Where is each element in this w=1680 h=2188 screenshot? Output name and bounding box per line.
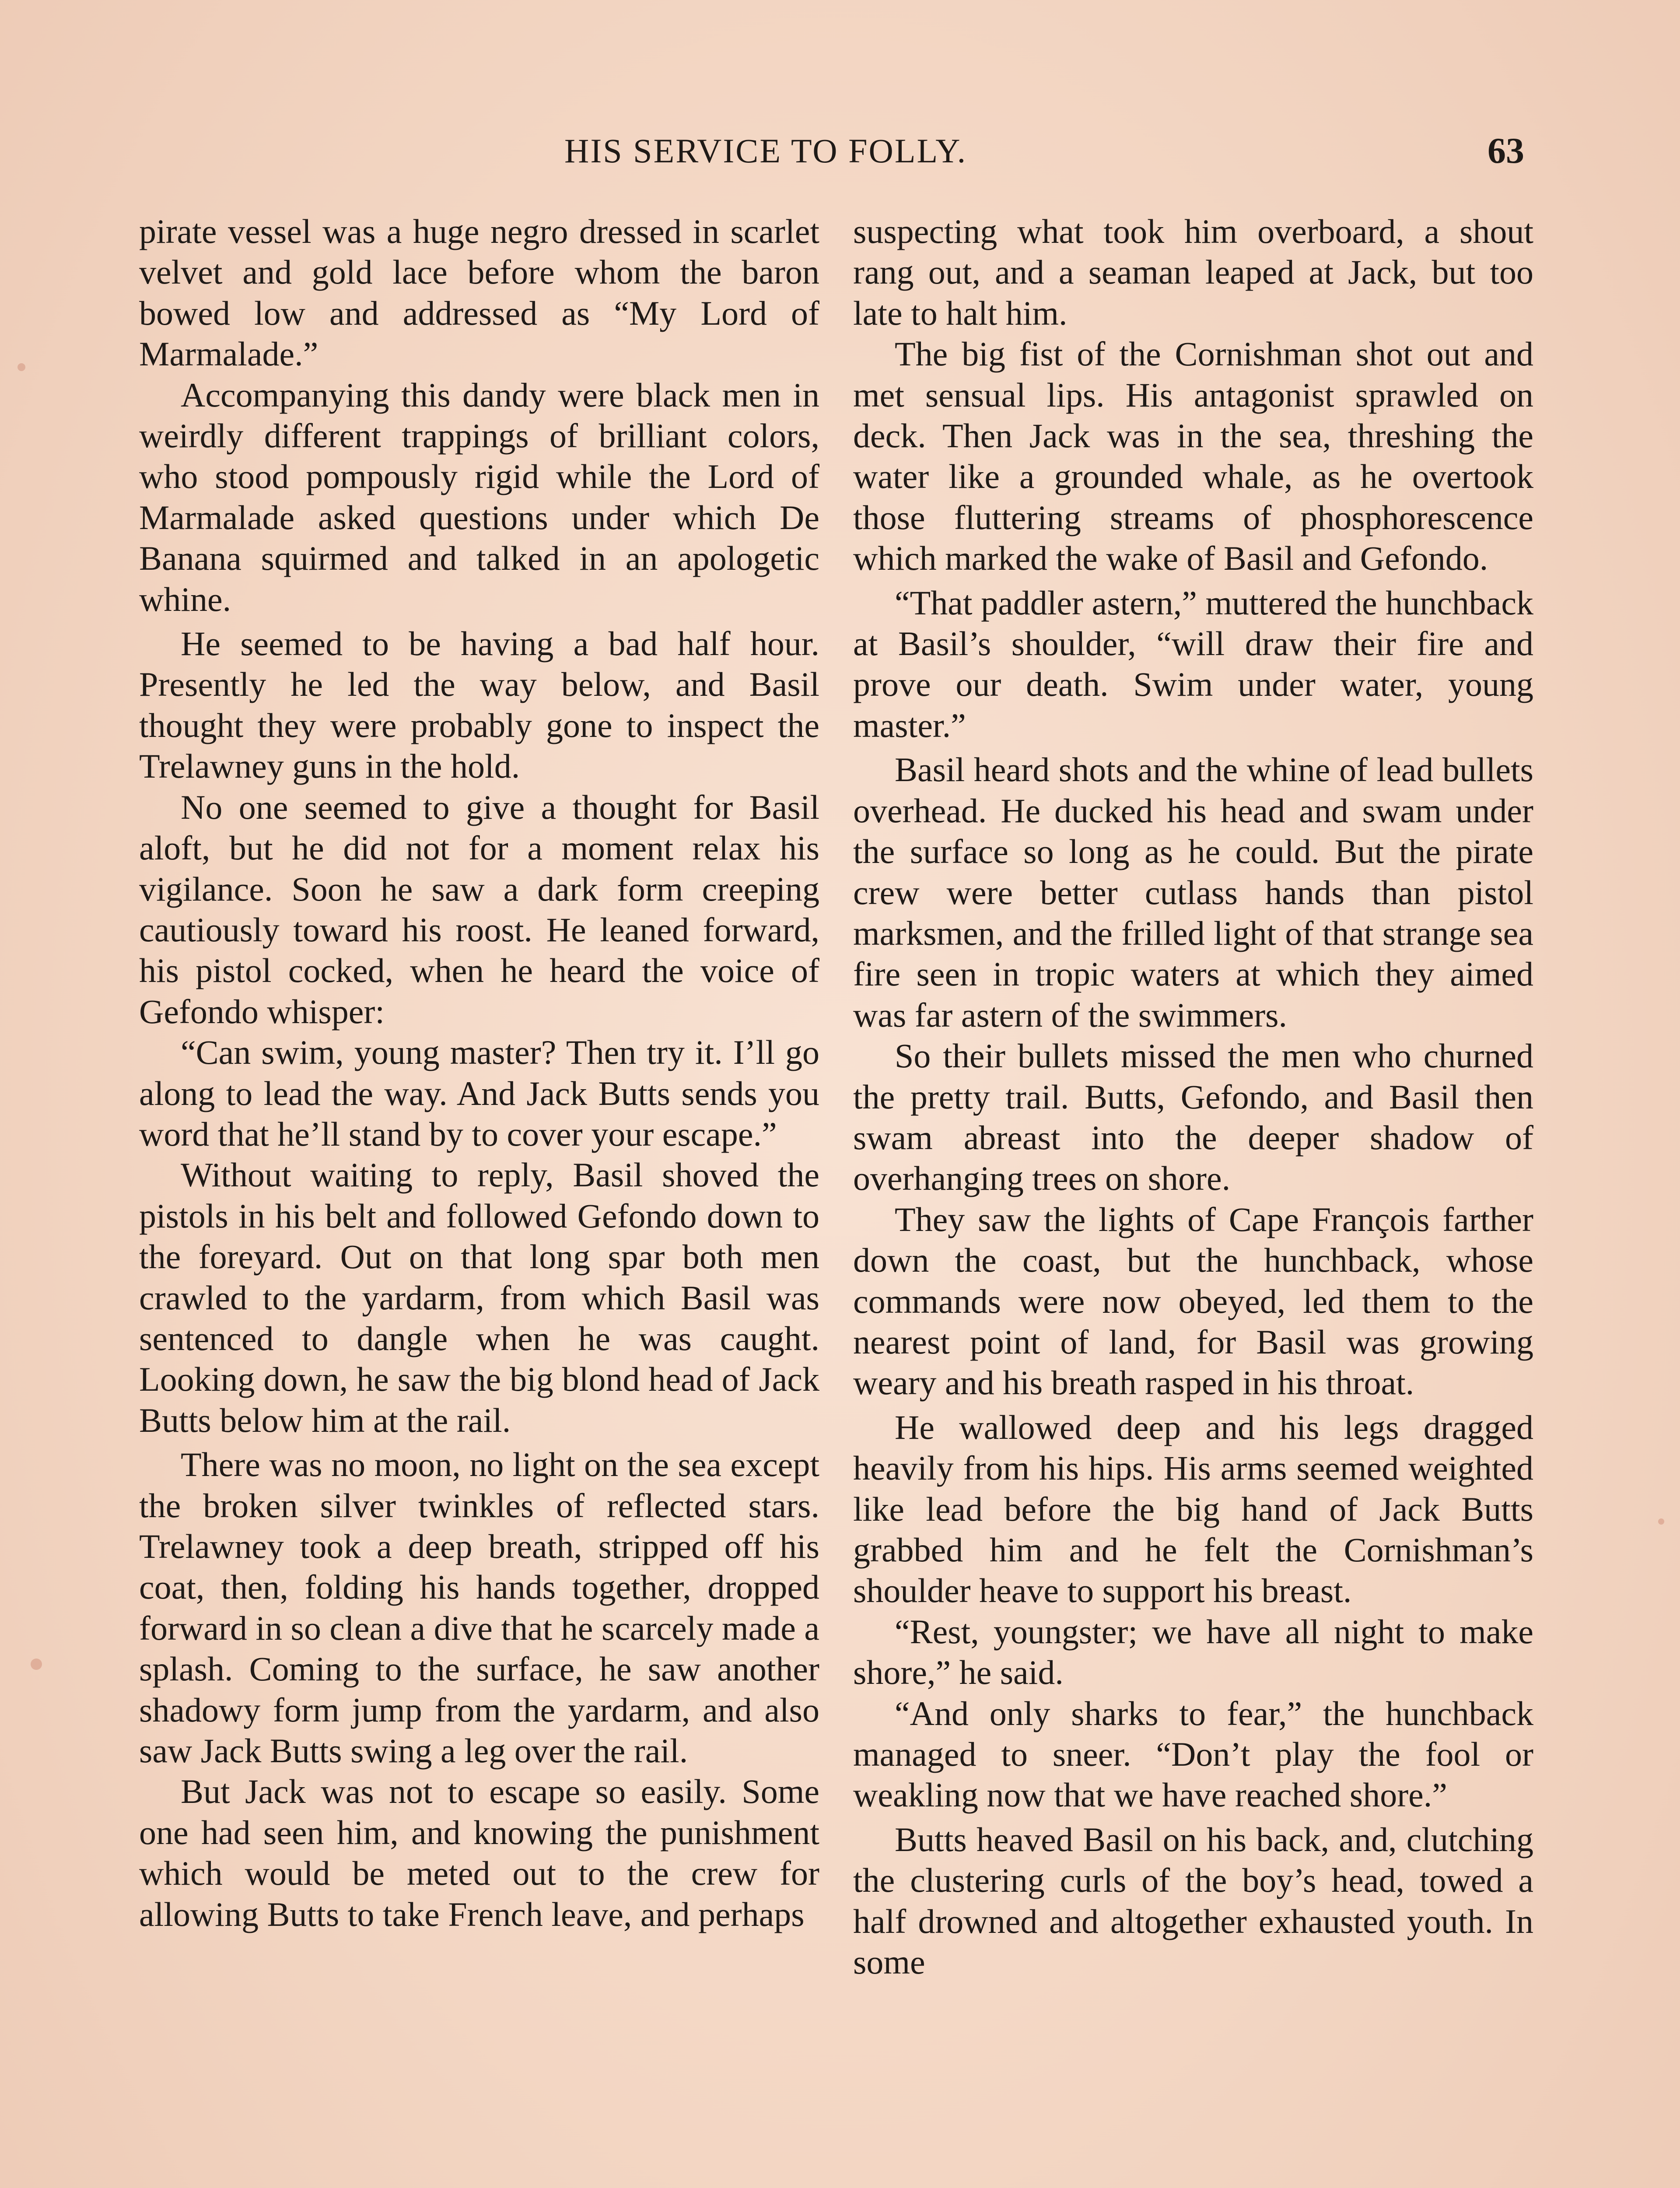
- paper-speck: [18, 363, 25, 371]
- paragraph: He seemed to be having a bad half hour. Presently he led the way below, and Basil thought they were probably gone to inspect the Trelawney guns in the hold.: [139, 624, 819, 785]
- paragraph: “That paddler astern,” muttered the hunchback at Basil’s shoulder, “will draw their fire and prove our death. Swim under water, young master.”: [853, 583, 1533, 744]
- paragraph: Butts heaved Basil on his back, and, clutching the clustering curls of the boy’s head, towed a half drowned and altogether exhausted youth. In some: [853, 1820, 1533, 1981]
- paragraph: suspecting what took him overboard, a shout rang out, and a seaman leaped at Jack, but too late to halt him.: [853, 212, 1533, 332]
- paragraph: They saw the lights of Cape François farther down the coast, but the hunchback, whose commands were now obeyed, led them to the nearest point of land, for Basil was growing weary and his breath rasped in his throat.: [853, 1200, 1533, 1402]
- paragraph: Basil heard shots and the whine of lead bullets overhead. He ducked his head and swam under the surface so long as he could. But the pirate crew were better cutlass hands than pistol marksmen, and the frilled light of that strange sea fire seen in tropic waters at which they aimed was far astern of the swimmers.: [853, 750, 1533, 1034]
- paragraph: No one seemed to give a thought for Basil aloft, but he did not for a moment relax his vigilance. Soon he saw a dark form creeping cautiously toward his roost. He leaned forward, his pistol cocked, when he heard the voice of Gefondo whisper:: [139, 788, 819, 1031]
- page-number: 63: [1488, 130, 1524, 171]
- paragraph: “Can swim, young master? Then try it. I’ll go along to lead the way. And Jack Butts sends you word that he’ll stand by to cover your escape.”: [139, 1033, 819, 1153]
- paragraph: “And only sharks to fear,” the hunchback managed to sneer. “Don’t play the fool or weakling now that we have reached shore.”: [853, 1694, 1533, 1814]
- paragraph: But Jack was not to escape so easily. Some one had seen him, and knowing the punishment which would be meted out to the crew for allowing Butts to take French leave, and perhaps: [139, 1772, 819, 1933]
- paragraph: “Rest, youngster; we have all night to make shore,” he said.: [853, 1612, 1533, 1692]
- running-title: HIS SERVICE TO FOLLY.: [564, 132, 967, 170]
- paper-speck: [31, 1659, 42, 1670]
- paper-speck: [1658, 1518, 1664, 1525]
- left-text-column: [139, 211, 819, 1935]
- paragraph: pirate vessel was a huge negro dressed in scarlet velvet and gold lace before whom the baron bowed low and addressed as “My Lord of Marmalade.”: [139, 212, 819, 373]
- paragraph: So their bullets missed the men who churned the pretty trail. Butts, Gefondo, and Basil then swam abreast into the deeper shadow of overhanging trees on shore.: [853, 1037, 1533, 1198]
- paragraph: Accompanying this dandy were black men in weirdly different trappings of brilliant colors, who stood pompously rigid while the Lord of Marmalade asked questions under which De Banana squirmed and talked in an apologetic whine.: [139, 375, 819, 618]
- paragraph: Without waiting to reply, Basil shoved the pistols in his belt and followed Gefondo down to the foreyard. Out on that long spar both men crawled to the yardarm, from which Basil was sentenced to dangle when he was caught. Looking down, he saw the big blond head of Jack Butts below him at the rail.: [139, 1156, 819, 1439]
- paragraph: The big fist of the Cornishman shot out and met sensual lips. His antagonist sprawled on deck. Then Jack was in the sea, threshing the water like a grounded whale, as he overtook those fluttering streams of phosphorescence which marked the wake of Basil and Gefondo.: [853, 335, 1533, 578]
- right-text-column: [853, 211, 1533, 1982]
- paragraph: There was no moon, no light on the sea except the broken silver twinkles of reflected stars. Trelawney took a deep breath, stripped off his coat, then, folding his hands together, dropped forward in so clean a dive that he scarcely made a splash. Coming to the surface, he saw another shadowy form jump from the yardarm, and also saw Jack Butts swing a leg over the rail.: [139, 1445, 819, 1770]
- paragraph: He wallowed deep and his legs dragged heavily from his hips. His arms seemed weighted like lead before the big hand of Jack Butts grabbed him and he felt the Cornishman’s shoulder heave to support his breast.: [853, 1408, 1533, 1610]
